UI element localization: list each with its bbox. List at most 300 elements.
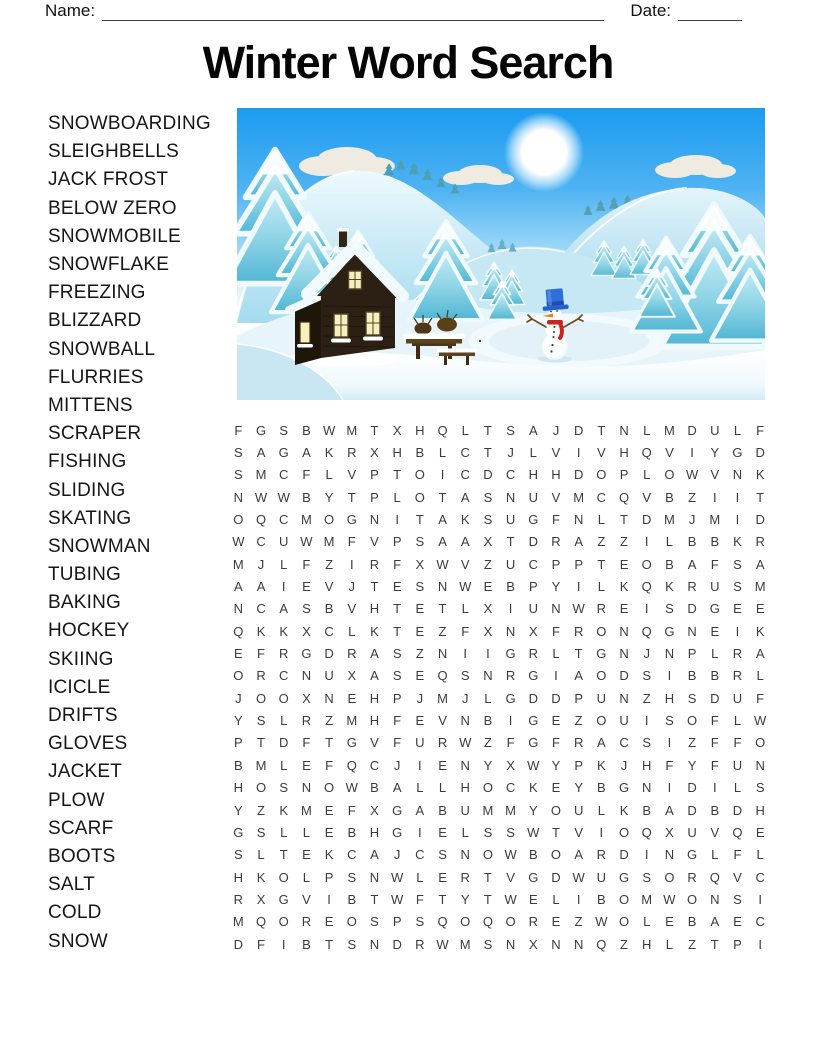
grid-letter: H <box>369 601 380 617</box>
grid-letter: L <box>280 713 288 729</box>
grid-letter: R <box>687 869 697 885</box>
grid-letter: M <box>255 757 267 773</box>
grid-letter: P <box>392 914 402 930</box>
grid-letter: L <box>461 601 469 617</box>
grid-letter: S <box>256 824 266 840</box>
grid-letter: S <box>234 445 243 461</box>
grid-letter: P <box>619 467 629 483</box>
grid-letter: L <box>552 646 560 662</box>
grid-letter: B <box>665 556 674 572</box>
grid-letter: J <box>235 690 242 706</box>
grid-letter: W <box>277 489 290 505</box>
grid-letter: H <box>369 824 380 840</box>
grid-letter: H <box>415 422 425 438</box>
grid-letter: Y <box>551 579 561 595</box>
grid-letter: H <box>233 869 244 885</box>
grid-letter: W <box>527 824 540 840</box>
grid-letter: Z <box>325 713 334 729</box>
grid-letter: I <box>349 556 354 572</box>
grid-letter: G <box>618 869 630 885</box>
grid-letter: V <box>347 601 357 617</box>
grid-letter: R <box>596 601 607 617</box>
grid-letter: F <box>393 713 402 729</box>
grid-letter: I <box>554 668 558 684</box>
grid-letter: A <box>302 445 311 461</box>
grid-letter: F <box>665 757 674 773</box>
grid-letter: S <box>665 601 674 617</box>
grid-letter: Q <box>641 623 652 639</box>
grid-letter: U <box>732 757 743 773</box>
grid-letter: O <box>596 623 607 639</box>
grid-letter: D <box>233 936 244 952</box>
grid-letter: V <box>642 489 652 505</box>
grid-letter: B <box>302 489 311 505</box>
grid-letter: Y <box>687 757 697 773</box>
grid-letter: A <box>574 668 583 684</box>
grid-letter: I <box>486 646 490 662</box>
word-list-item: SLIDING <box>48 479 126 501</box>
grid-letter: O <box>596 467 607 483</box>
grid-letter: F <box>302 556 311 572</box>
grid-letter: B <box>483 713 493 729</box>
grid-letter: S <box>415 914 425 930</box>
grid-letter: J <box>393 847 401 863</box>
grid-letter: W <box>322 422 336 438</box>
grid-letter: Q <box>641 824 652 840</box>
grid-letter: N <box>483 668 493 684</box>
grid-letter: V <box>460 556 470 572</box>
grid-letter: H <box>642 757 652 773</box>
grid-letter: Y <box>710 445 720 461</box>
grid-letter: E <box>733 914 742 930</box>
name-blank-line <box>102 1 604 21</box>
grid-letter: A <box>710 914 720 930</box>
grid-letter: X <box>528 623 538 639</box>
grid-letter: X <box>415 556 425 572</box>
grid-letter: D <box>687 780 697 796</box>
word-list-item: PLOW <box>48 789 105 811</box>
grid-letter: Q <box>437 422 448 438</box>
grid-letter: U <box>710 422 720 438</box>
grid-letter: F <box>710 556 719 572</box>
grid-letter: I <box>644 847 649 863</box>
grid-letter: K <box>733 534 742 550</box>
word-list-item: SKIING <box>48 648 114 670</box>
grid-letter: A <box>460 534 470 550</box>
grid-letter: K <box>279 623 289 639</box>
grid-letter: S <box>733 556 742 572</box>
grid-letter: Y <box>234 802 243 818</box>
grid-letter: W <box>436 936 449 952</box>
grid-letter: B <box>687 668 697 684</box>
grid-letter: M <box>346 713 358 729</box>
grid-letter: I <box>576 579 581 595</box>
word-list-item: GLOVES <box>48 733 128 755</box>
grid-letter: Y <box>460 891 470 907</box>
grid-letter: I <box>281 936 286 952</box>
grid-letter: Q <box>596 936 607 952</box>
grid-letter: E <box>324 824 334 840</box>
grid-letter: X <box>483 534 493 550</box>
grid-letter: R <box>233 891 244 907</box>
grid-letter: I <box>395 512 399 528</box>
grid-letter: C <box>256 601 266 617</box>
grid-letter: T <box>393 623 402 639</box>
grid-letter: E <box>619 601 629 617</box>
word-list-item: TUBING <box>48 564 121 586</box>
grid-letter: N <box>551 936 561 952</box>
grid-letter: O <box>755 735 766 751</box>
grid-letter: R <box>415 936 425 952</box>
grid-letter: B <box>347 891 357 907</box>
grid-letter: W <box>436 556 449 572</box>
grid-letter: I <box>440 467 445 483</box>
grid-letter: H <box>642 936 652 952</box>
grid-letter: P <box>370 467 379 483</box>
grid-letter: O <box>278 690 289 706</box>
grid-letter: R <box>596 847 607 863</box>
date-label: Date: <box>630 1 671 20</box>
letter-grid <box>227 419 772 955</box>
grid-letter: V <box>438 713 447 729</box>
grid-letter: H <box>528 467 538 483</box>
grid-letter: R <box>528 646 538 662</box>
grid-letter: U <box>596 869 607 885</box>
grid-letter: D <box>687 802 697 818</box>
grid-letter: T <box>325 735 334 751</box>
grid-letter: Z <box>688 936 697 952</box>
grid-letter: E <box>710 623 720 639</box>
grid-letter: N <box>369 936 380 952</box>
grid-letter: C <box>279 668 289 684</box>
grid-letter: S <box>483 512 493 528</box>
grid-letter: I <box>327 891 331 907</box>
grid-letter: E <box>483 579 493 595</box>
grid-letter: R <box>732 646 743 662</box>
grid-letter: S <box>642 735 652 751</box>
grid-letter: C <box>505 467 516 483</box>
grid-letter: G <box>732 445 743 461</box>
grid-letter: K <box>279 802 289 818</box>
grid-letter: U <box>710 579 720 595</box>
grid-letter: D <box>528 534 538 550</box>
grid-letter: B <box>710 802 720 818</box>
grid-letter: Z <box>620 936 628 952</box>
grid-letter: F <box>302 735 311 751</box>
grid-letter: E <box>619 556 629 572</box>
grid-letter: H <box>619 445 629 461</box>
grid-letter: T <box>506 534 515 550</box>
grid-letter: K <box>597 757 606 773</box>
grid-letter: G <box>392 824 403 840</box>
grid-letter: T <box>483 445 492 461</box>
grid-letter: X <box>392 422 402 438</box>
grid-letter: L <box>302 824 311 840</box>
grid-letter: L <box>733 422 742 438</box>
grid-letter: F <box>756 422 765 438</box>
grid-letter: F <box>257 646 265 662</box>
grid-letter: N <box>710 891 720 907</box>
grid-letter: E <box>438 869 447 885</box>
word-list-item: FREEZING <box>48 282 146 304</box>
grid-letter: H <box>369 690 380 706</box>
grid-letter: S <box>665 713 674 729</box>
grid-letter: S <box>279 422 289 438</box>
grid-letter: G <box>346 512 357 528</box>
grid-letter: I <box>599 824 604 840</box>
grid-letter: O <box>596 668 607 684</box>
grid-letter: I <box>576 445 581 461</box>
grid-letter: S <box>415 534 425 550</box>
grid-letter: Z <box>325 556 334 572</box>
grid-letter: U <box>687 824 697 840</box>
grid-letter: N <box>732 467 743 483</box>
grid-letter: S <box>234 467 243 483</box>
grid-letter: M <box>300 512 312 528</box>
grid-letter: A <box>574 847 583 863</box>
grid-letter: N <box>619 690 629 706</box>
grid-letter: B <box>302 422 311 438</box>
grid-letter: Q <box>346 757 357 773</box>
grid-letter: E <box>347 690 357 706</box>
grid-letter: P <box>687 646 697 662</box>
grid-letter: I <box>735 623 740 639</box>
grid-letter: K <box>619 802 629 818</box>
grid-letter: Z <box>688 489 697 505</box>
grid-letter: O <box>482 847 493 863</box>
grid-letter: R <box>573 623 584 639</box>
grid-letter: C <box>324 623 334 639</box>
grid-letter: P <box>392 534 402 550</box>
grid-letter: B <box>347 824 357 840</box>
grid-letter: B <box>438 802 447 818</box>
word-list-item: ICICLE <box>48 676 111 698</box>
grid-letter: A <box>415 802 425 818</box>
grid-letter: L <box>280 824 288 840</box>
grid-letter: V <box>370 735 379 751</box>
grid-letter: K <box>619 579 629 595</box>
grid-letter: B <box>370 780 379 796</box>
grid-letter: O <box>324 780 335 796</box>
grid-letter: D <box>687 422 697 438</box>
word-list-item: JACKET <box>48 761 123 783</box>
grid-letter: D <box>573 467 584 483</box>
grid-letter: Q <box>618 489 630 505</box>
grid-letter: G <box>709 601 720 617</box>
grid-letter: J <box>257 556 265 572</box>
grid-letter: L <box>484 690 492 706</box>
grid-letter: R <box>347 445 357 461</box>
grid-letter: V <box>506 869 515 885</box>
grid-letter: Z <box>642 690 651 706</box>
word-list-item: BOOTS <box>48 845 116 867</box>
grid-letter: C <box>596 489 607 505</box>
grid-letter: G <box>664 623 675 639</box>
grid-letter: S <box>256 713 266 729</box>
grid-letter: S <box>392 668 402 684</box>
grid-letter: C <box>755 914 765 930</box>
grid-letter: C <box>528 556 538 572</box>
grid-letter: E <box>415 668 425 684</box>
grid-letter: E <box>438 824 447 840</box>
grid-letter: X <box>506 757 515 773</box>
grid-letter: W <box>504 847 517 863</box>
grid-letter: A <box>597 735 606 751</box>
grid-letter: G <box>596 646 607 662</box>
grid-letter: Y <box>574 780 583 796</box>
grid-letter: N <box>324 690 334 706</box>
grid-letter: P <box>551 556 561 572</box>
grid-letter: S <box>733 579 742 595</box>
word-list-item: JACK FROST <box>48 169 169 191</box>
grid-letter: L <box>756 847 764 863</box>
grid-letter: S <box>460 668 470 684</box>
grid-letter: X <box>302 623 311 639</box>
grid-letter: W <box>595 914 608 930</box>
grid-letter: Z <box>688 735 697 751</box>
grid-letter: T <box>370 579 379 595</box>
grid-letter: D <box>710 690 720 706</box>
grid-letter: D <box>755 512 765 528</box>
grid-letter: B <box>234 757 243 773</box>
grid-letter: O <box>482 780 493 796</box>
grid-letter: O <box>687 713 698 729</box>
grid-letter: N <box>233 601 244 617</box>
grid-letter: A <box>279 601 289 617</box>
grid-letter: T <box>370 422 379 438</box>
grid-letter: T <box>597 556 606 572</box>
grid-letter: S <box>506 824 515 840</box>
grid-letter: L <box>643 467 651 483</box>
date-blank-line <box>678 1 742 21</box>
grid-letter: F <box>325 757 334 773</box>
grid-letter: Z <box>574 914 583 930</box>
grid-letter: L <box>461 422 469 438</box>
grid-letter: S <box>733 891 742 907</box>
grid-letter: R <box>755 534 765 550</box>
grid-letter: U <box>573 802 584 818</box>
grid-letter: I <box>281 579 286 595</box>
grid-letter: A <box>370 668 379 684</box>
grid-letter: N <box>619 422 629 438</box>
word-list-item: FISHING <box>48 451 127 473</box>
grid-letter: G <box>278 445 289 461</box>
grid-letter: J <box>643 646 650 662</box>
grid-letter: B <box>642 802 652 818</box>
word-list-item: SNOW <box>48 930 108 952</box>
grid-letter: Q <box>709 869 720 885</box>
grid-letter: L <box>280 757 288 773</box>
grid-letter: N <box>573 936 584 952</box>
word-list-item: COLD <box>48 902 102 924</box>
grid-letter: B <box>528 847 538 863</box>
grid-letter: S <box>483 824 493 840</box>
grid-letter: I <box>508 713 513 729</box>
grid-letter: I <box>735 512 740 528</box>
grid-letter: F <box>257 936 265 952</box>
grid-letter: T <box>756 489 765 505</box>
grid-letter: T <box>393 467 402 483</box>
grid-letter: Q <box>641 445 652 461</box>
grid-letter: M <box>641 891 653 907</box>
word-list-item: BLIZZARD <box>48 310 142 332</box>
grid-letter: D <box>324 646 334 662</box>
grid-letter: G <box>528 735 539 751</box>
grid-letter: F <box>506 735 515 751</box>
grid-letter: M <box>232 556 244 572</box>
grid-letter: G <box>505 690 516 706</box>
grid-letter: B <box>597 780 606 796</box>
word-list-item: HOCKEY <box>48 620 130 642</box>
grid-letter: I <box>644 534 649 550</box>
grid-letter: X <box>347 668 357 684</box>
grid-letter: S <box>370 914 379 930</box>
grid-letter: W <box>254 489 268 505</box>
grid-letter: T <box>415 512 424 528</box>
grid-letter: L <box>438 445 447 461</box>
grid-letter: L <box>643 914 651 930</box>
grid-letter: W <box>232 534 245 550</box>
grid-letter: Q <box>732 824 743 840</box>
grid-letter: R <box>573 735 584 751</box>
grid-letter: G <box>278 891 289 907</box>
grid-letter: U <box>324 668 334 684</box>
grid-letter: D <box>619 847 629 863</box>
grid-letter: E <box>392 579 402 595</box>
grid-letter: F <box>710 735 719 751</box>
grid-letter: B <box>415 445 425 461</box>
grid-letter: L <box>438 780 447 796</box>
grid-letter: L <box>280 556 288 572</box>
grid-letter: C <box>279 467 289 483</box>
grid-letter: E <box>551 914 561 930</box>
grid-letter: O <box>255 780 267 796</box>
grid-letter: I <box>667 735 672 751</box>
grid-letter: O <box>233 512 244 528</box>
grid-letter: N <box>642 780 652 796</box>
grid-letter: T <box>483 891 492 907</box>
grid-letter: T <box>551 824 560 840</box>
grid-letter: R <box>732 668 743 684</box>
grid-letter: N <box>505 936 516 952</box>
grid-letter: C <box>619 735 629 751</box>
grid-letter: D <box>392 936 402 952</box>
grid-letter: W <box>572 869 585 885</box>
grid-letter: D <box>483 467 493 483</box>
grid-letter: F <box>710 713 719 729</box>
grid-letter: E <box>438 757 447 773</box>
grid-letter: L <box>393 489 401 505</box>
grid-letter: T <box>257 735 265 751</box>
grid-letter: V <box>574 824 583 840</box>
grid-letter: L <box>733 713 742 729</box>
grid-letter: T <box>710 936 719 952</box>
grid-letter: C <box>460 467 470 483</box>
grid-letter: N <box>619 646 629 662</box>
grid-letter: H <box>460 780 470 796</box>
word-list-item: BELOW ZERO <box>48 197 177 219</box>
grid-letter: S <box>483 489 493 505</box>
grid-letter: N <box>369 512 380 528</box>
grid-letter: Y <box>528 802 538 818</box>
grid-letter: Q <box>255 512 267 528</box>
sun <box>504 112 584 192</box>
grid-letter: R <box>528 914 538 930</box>
grid-letter: C <box>256 534 266 550</box>
grid-letter: O <box>664 467 675 483</box>
grid-letter: O <box>641 556 652 572</box>
grid-letter: S <box>755 780 765 796</box>
